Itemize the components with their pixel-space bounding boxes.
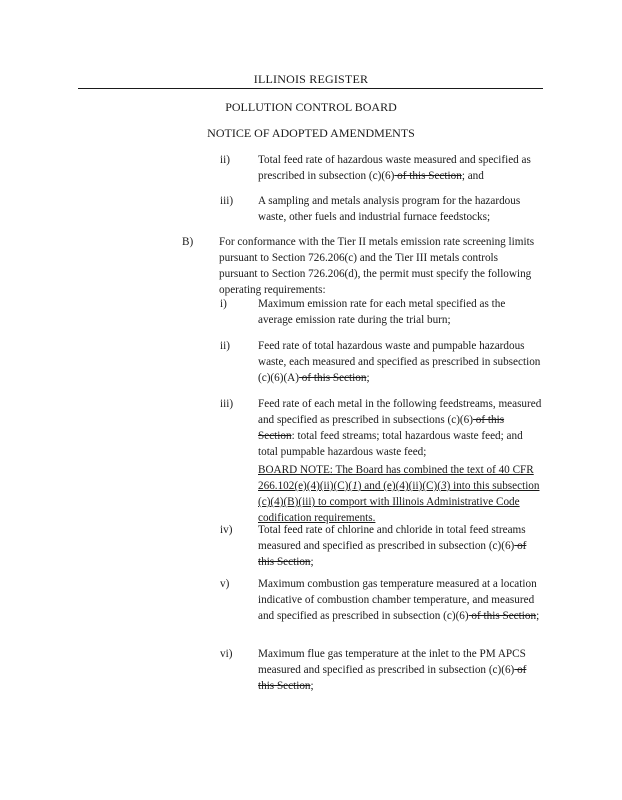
section-b-text: For conformance with the Tier II metals emission rate screening limits pursuant to Section 726.206(c) and the Tier III metals controls pursuant to Section 726.206(d), the permit must specify the following operating requirements: — [219, 236, 535, 296]
list-item: Maximum combustion gas temperature measured at a location indicative of combustion chamber temperature, and measured and specified as prescribed in subsection (c)(6) of this Section; — [258, 578, 540, 622]
section-label: B) — [182, 236, 194, 248]
list-item: Feed rate of total hazardous waste and pumpable hazardous waste, each measured and specified as prescribed in subsection (c)(6)(A) of this Section; — [258, 340, 541, 384]
list-item: A sampling and metals analysis program for the hazardous waste, other fuels and industrial furnace feedstocks; — [258, 195, 521, 223]
struck-text: of this Section — [394, 170, 462, 182]
item-label: ii) — [220, 154, 230, 166]
notice-title: NOTICE OF ADOPTED AMENDMENTS — [207, 126, 415, 140]
header-rule — [78, 88, 543, 89]
struck-text: of this Section — [299, 372, 367, 384]
register-title: ILLINOIS REGISTER — [253, 72, 369, 86]
struck-text: of this Section — [258, 664, 527, 692]
struck-text: of this Section — [258, 414, 505, 442]
item-label: v) — [220, 578, 230, 590]
list-item: Feed rate of each metal in the following feedstreams, measured and specified as prescribed in subsections (c)(6) of this Section: total feed streams; total hazardous waste feed; and total pumpable hazardous waste feed; — [258, 398, 542, 458]
list-item: Total feed rate of chlorine and chloride in total feed streams measured and specified as prescribed in subsection (c)(6) of this Section; — [258, 524, 527, 568]
list-item: Maximum flue gas temperature at the inlet to the PM APCS measured and specified as prescribed in subsection (c)(6) of this Section; — [258, 648, 527, 692]
board-note: BOARD NOTE: The Board has combined the text of 40 CFR 266.102(e)(4)(ii)(C)(1) and (e)(4)(ii)(C)(3) into this subsection (c)(4)(B)(iii) to comport with Illinois Administrative Code codification requirements. — [258, 464, 540, 524]
item-label: vi) — [220, 648, 233, 660]
struck-text: of this Section — [258, 540, 527, 568]
board-name: POLLUTION CONTROL BOARD — [225, 100, 397, 114]
item-label: i) — [220, 298, 227, 310]
list-item: Maximum emission rate for each metal specified as the average emission rate during the trial burn; — [258, 298, 506, 326]
item-label: iii) — [220, 398, 234, 410]
struck-text: of this Section — [468, 610, 537, 622]
item-label: iv) — [220, 524, 233, 536]
item-label: ii) — [220, 340, 230, 352]
item-label: iii) — [220, 195, 234, 207]
list-item: Total feed rate of hazardous waste measured and specified as prescribed in subsection (c)(6) of this Section; and — [258, 154, 531, 182]
